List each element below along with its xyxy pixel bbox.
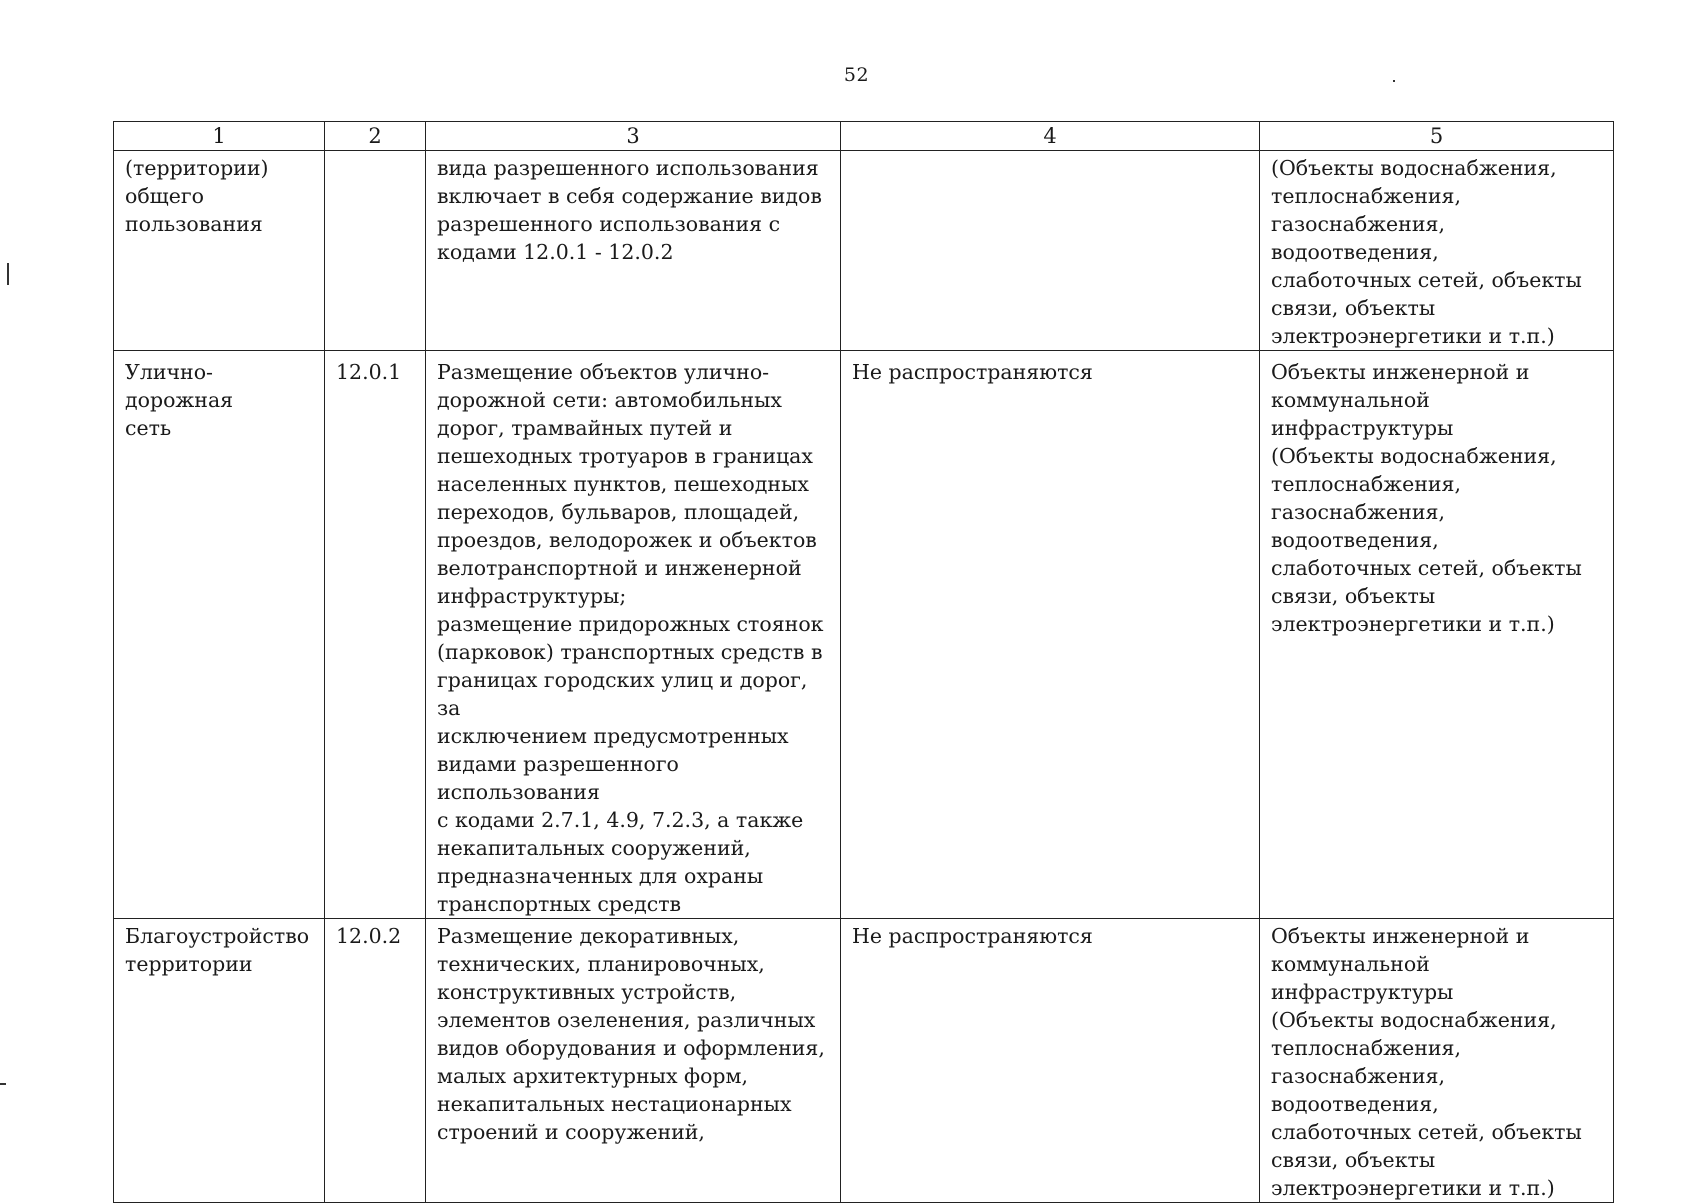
land-use-table: [113, 121, 1614, 1203]
auxiliary-uses: Объекты инженерной и коммунальной инфраструктуры (Объекты водоснабжения, теплоснабжения, газоснабжения, водоотведения, слаботочных сетей, объекты связи, объекты электроэнергетики и т.п.): [1260, 351, 1614, 919]
scan-artifact-left: [7, 263, 9, 285]
auxiliary-uses: (Объекты водоснабжения, теплоснабжения, газоснабжения, водоотведения, слаботочных сетей, объекты связи, объекты электроэнергетики и т.п.): [1260, 151, 1614, 351]
use-name: Улично-дорожная сеть: [114, 351, 325, 919]
use-description: Размещение декоративных, технических, планировочных, конструктивных устройств, элементов озеленения, различных видов оборудования и оформления, малых архитектурных форм, некапитальных нестационарных строений и сооружений,: [426, 919, 841, 1203]
header-col-5: 5: [1260, 122, 1614, 151]
table-row: [114, 351, 1614, 919]
use-name: Благоустройство территории: [114, 919, 325, 1203]
scan-artifact-dot: [1393, 80, 1395, 82]
use-description: Размещение объектов улично- дорожной сети: автомобильных дорог, трамвайных путей и пешеходных тротуаров в границах населенных пунктов, пешеходных переходов, бульваров, площадей, проездов, велодорожек и объектов велотранспортной и инженерной инфраструктуры; размещение придорожных стоянок (парковок) транспортных средств в границах городских улиц и дорог, за исключением предусмотренных видами разрешенного использования с кодами 2.7.1, 4.9, 7.2.3, а также некапитальных сооружений, предназначенных для охраны транспортных средств: [426, 351, 841, 919]
table-row: [114, 919, 1614, 1203]
use-restrictions: [841, 151, 1260, 351]
header-col-3: 3: [426, 122, 841, 151]
table-row: [114, 151, 1614, 351]
use-code: 12.0.2: [325, 919, 426, 1203]
use-code: [325, 151, 426, 351]
use-restrictions: Не распространяются: [841, 351, 1260, 919]
header-row: [114, 122, 1614, 151]
header-col-4: 4: [841, 122, 1260, 151]
auxiliary-uses: Объекты инженерной и коммунальной инфраструктуры (Объекты водоснабжения, теплоснабжения, газоснабжения, водоотведения, слаботочных сетей, объекты связи, объекты электроэнергетики и т.п.): [1260, 919, 1614, 1203]
use-code: 12.0.1: [325, 351, 426, 919]
use-description: вида разрешенного использования включает в себя содержание видов разрешенного использования с кодами 12.0.1 - 12.0.2: [426, 151, 841, 351]
scan-artifact-edge: [0, 1083, 6, 1085]
use-restrictions: Не распространяются: [841, 919, 1260, 1203]
use-name: (территории) общего пользования: [114, 151, 325, 351]
page-number: 52: [843, 64, 870, 86]
header-col-1: 1: [114, 122, 325, 151]
header-col-2: 2: [325, 122, 426, 151]
